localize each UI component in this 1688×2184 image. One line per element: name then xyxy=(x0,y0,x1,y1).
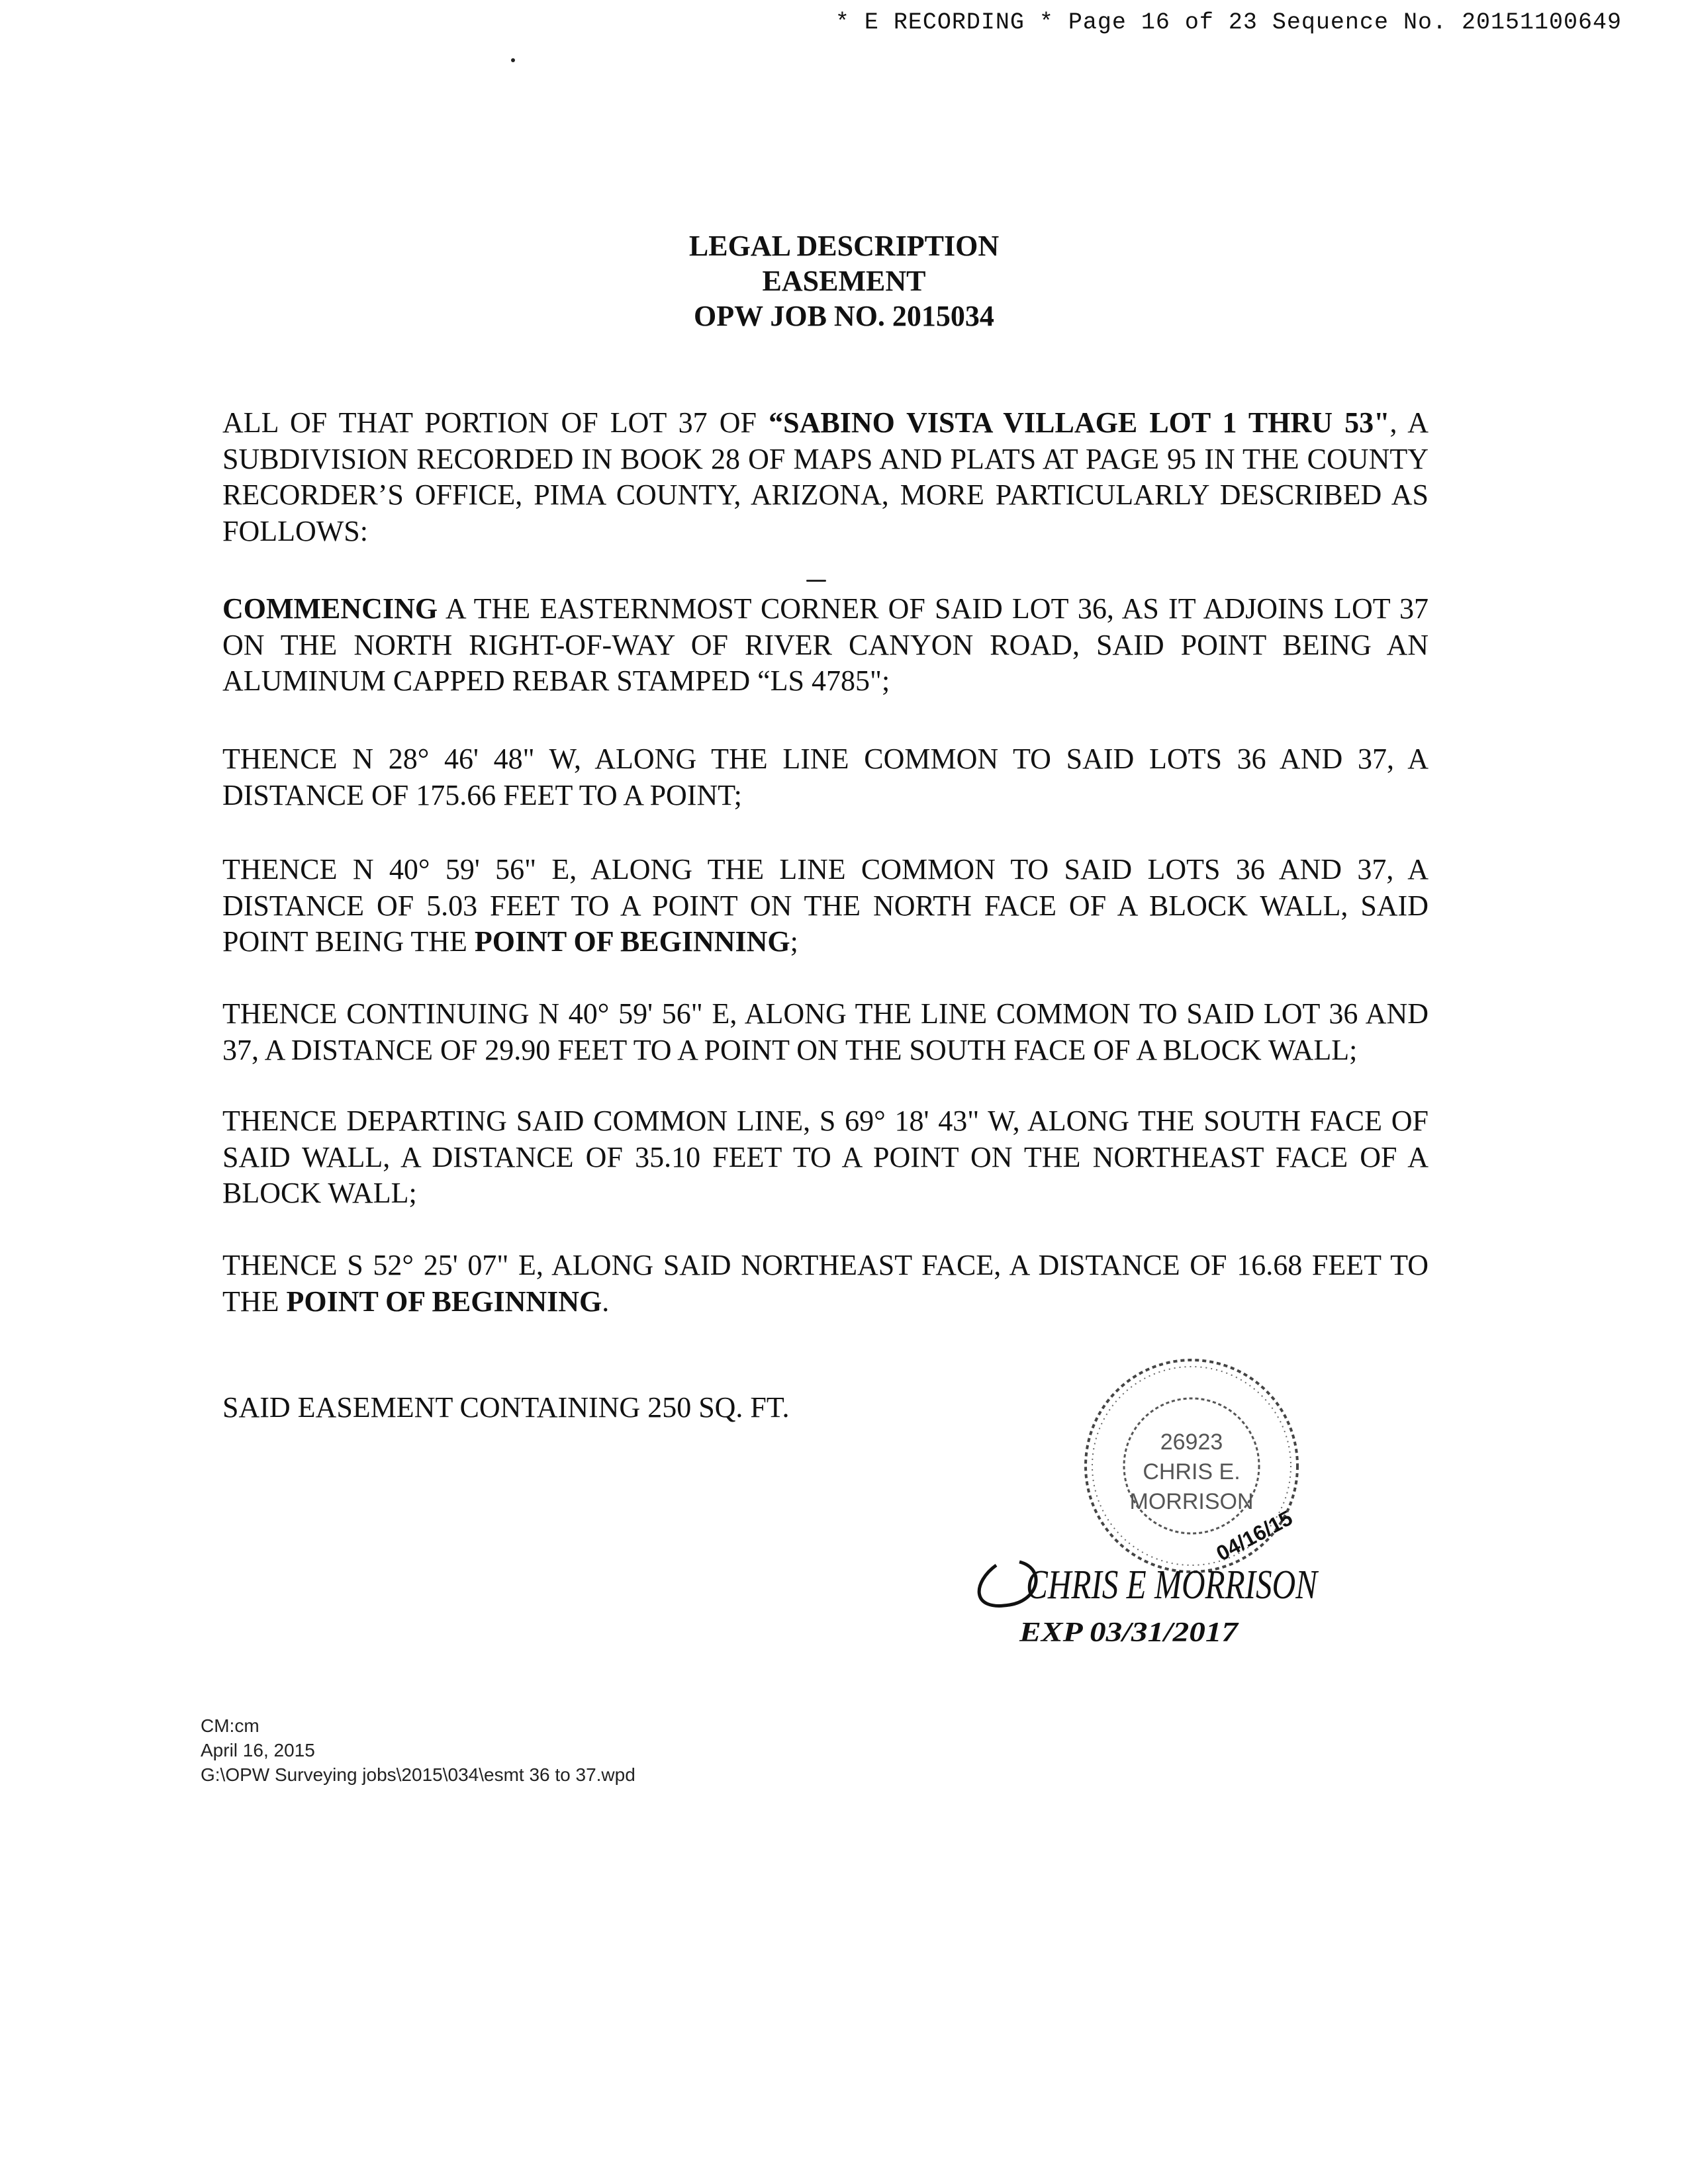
paragraph-text: , A SUBDIVISION RECORDED IN BOOK 28 OF MAPS AND PLATS AT PAGE 95 IN THE COUNTY RECORDER’S OFFICE, PIMA COUNTY, ARIZONA, MORE PARTICULARLY DESCRIBED AS FOLLOWS: xyxy=(222,406,1429,547)
paragraph-commencing xyxy=(222,591,1429,700)
paragraph-area: SAID EASEMENT CONTAINING 250 SQ. FT. xyxy=(222,1391,790,1424)
seal-date: 04/16/15 xyxy=(1212,1506,1297,1566)
paragraph-text: A THE EASTERNMOST CORNER OF SAID LOT 36, AS IT ADJOINS LOT 37 ON THE NORTH RIGHT-OF-WAY OF RIVER CANYON ROAD, SAID POINT BEING AN ALUMINUM CAPPED REBAR STAMPED “LS 4785"; xyxy=(222,592,1429,697)
scan-speck xyxy=(511,58,515,62)
document-title xyxy=(0,228,1688,334)
paragraph-text: THENCE S 52° 25' 07" E, ALONG SAID NORTHEAST FACE, A DISTANCE OF 16.68 FEET TO THE xyxy=(222,1249,1429,1318)
footer-file-path: G:\OPW Surveying jobs\2015\034\esmt 36 to 37.wpd xyxy=(201,1764,635,1785)
commencing-keyword: COMMENCING xyxy=(222,592,438,625)
scan-speck xyxy=(806,580,826,582)
paragraph-course-2 xyxy=(222,852,1429,960)
paragraph-portion-of-lot xyxy=(222,405,1429,549)
seal-name-line-1: CHRIS E. xyxy=(1143,1459,1241,1484)
footer-date: April 16, 2015 xyxy=(201,1740,315,1760)
surveyor-signature: CHRIS E MORRISON xyxy=(1026,1563,1319,1608)
license-expiration: EXP 03/31/2017 xyxy=(1018,1617,1240,1648)
paragraph-course-1: THENCE N 28° 46' 48" W, ALONG THE LINE COMMON TO SAID LOTS 36 AND 37, A DISTANCE OF 175.66 FEET TO A POINT; xyxy=(222,743,1429,811)
recording-header: * E RECORDING * Page 16 of 23 Sequence No. 20151100649 xyxy=(835,9,1622,36)
footer-initials: CM:cm xyxy=(201,1715,259,1736)
subdivision-name: “SABINO VISTA VILLAGE LOT 1 THRU 53" xyxy=(769,406,1390,439)
title-line-easement: EASEMENT xyxy=(762,265,926,297)
point-of-beginning-keyword: POINT OF BEGINNING xyxy=(474,925,790,958)
seal-name-line-2: MORRISON xyxy=(1129,1489,1254,1514)
registration-seal-icon xyxy=(947,1350,1357,1668)
surveyor-seal-and-signature xyxy=(947,1350,1357,1668)
paragraph-text: THENCE N 40° 59' 56" E, ALONG THE LINE COMMON TO SAID LOTS 36 AND 37, A DISTANCE OF 5.03 FEET TO A POINT ON THE NORTH FACE OF A BLOCK WALL, SAID POINT BEING THE xyxy=(222,853,1429,958)
paragraph-text: . xyxy=(602,1285,610,1318)
title-line-job-number: OPW JOB NO. 2015034 xyxy=(694,300,994,332)
seal-number: 26923 xyxy=(1160,1430,1223,1455)
paragraph-course-3: THENCE CONTINUING N 40° 59' 56" E, ALONG THE LINE COMMON TO SAID LOT 36 AND 37, A DISTANCE OF 29.90 FEET TO A POINT ON THE SOUTH FACE OF A BLOCK WALL; xyxy=(222,997,1429,1066)
title-line-legal-description: LEGAL DESCRIPTION xyxy=(688,230,1000,262)
paragraph-text: ; xyxy=(790,925,798,958)
document-footer xyxy=(201,1713,635,1787)
point-of-beginning-keyword: POINT OF BEGINNING xyxy=(286,1285,602,1318)
paragraph-course-5 xyxy=(222,1248,1429,1320)
paragraph-course-4: THENCE DEPARTING SAID COMMON LINE, S 69° 18' 43" W, ALONG THE SOUTH FACE OF SAID WALL, A DISTANCE OF 35.10 FEET TO A POINT ON THE NORTHEAST FACE OF A BLOCK WALL; xyxy=(222,1105,1429,1209)
paragraph-text: ALL OF THAT PORTION OF LOT 37 OF xyxy=(222,406,769,439)
